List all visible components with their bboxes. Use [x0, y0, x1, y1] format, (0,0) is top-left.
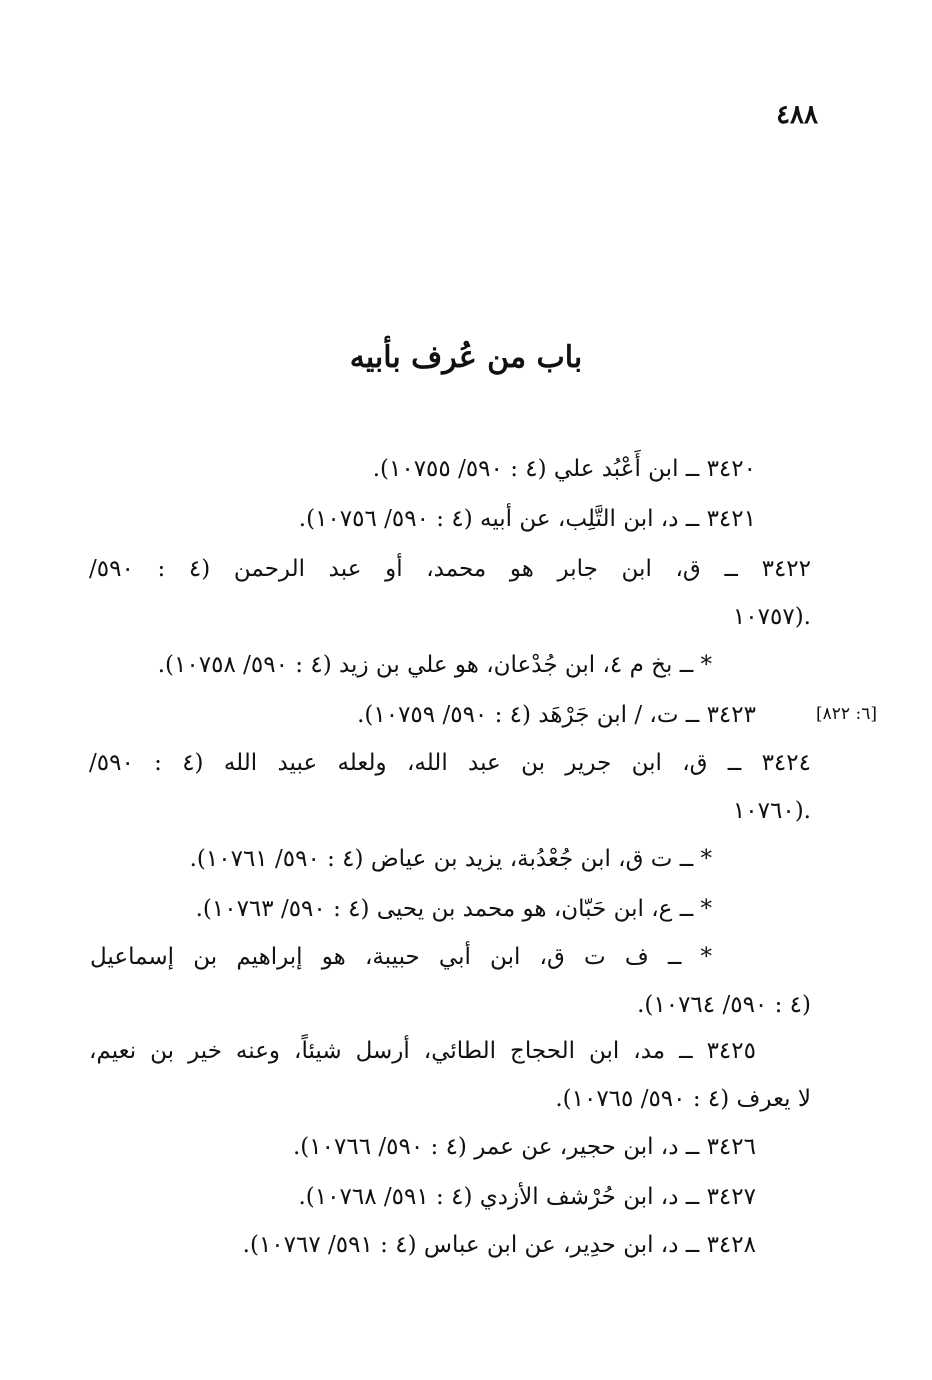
entry-3422-line2: .(١٠٧٥٧	[732, 604, 811, 630]
entry-3424-line2: .(١٠٧٦٠	[732, 798, 811, 824]
margin-reference: [٦: ٨٢٢]	[816, 704, 877, 724]
entry-3422-line1: ٣٤٢٢ ــ ق، ابن جابر هو محمد، أو عبد الرحمن (٤ : ٥٩٠/	[89, 556, 812, 582]
entry-star-habiba-line2: (٤ : ٥٩٠/ ١٠٧٦٤).	[637, 992, 811, 1018]
entry-star-jadaan: * ــ بخ م ٤، ابن جُدْعان، هو علي بن زيد (٤ : ٥٩٠/ ١٠٧٥٨).	[157, 652, 712, 678]
entry-3424-line1: ٣٤٢٤ ــ ق، ابن جرير بن عبد الله، ولعله عبيد الله (٤ : ٥٩٠/	[89, 750, 811, 776]
chapter-title: باب من عُرف بأبيه	[349, 340, 583, 375]
entry-star-jadba: * ــ ت ق، ابن جُعْدُبة، يزيد بن عياض (٤ : ٥٩٠/ ١٠٧٦١).	[189, 846, 712, 872]
entry-3427: ٣٤٢٧ ــ د، ابن حُرْشف الأزدي (٤ : ٥٩١/ ١٠٧٦٨).	[298, 1184, 756, 1210]
entry-3425-line2: لا يعرف (٤ : ٥٩٠/ ١٠٧٦٥).	[555, 1086, 811, 1112]
entry-3425-line1: ٣٤٢٥ ــ مد، ابن الحجاج الطائي، أرسل شيئاً، وعنه خير بن نعيم،	[89, 1038, 756, 1064]
entry-star-hibban: * ــ ع، ابن حَبّان، هو محمد بن يحيى (٤ : ٥٩٠/ ١٠٧٦٣).	[195, 896, 712, 922]
entry-3423: ٣٤٢٣ ــ ت، / ابن جَرْهَد (٤ : ٥٩٠/ ١٠٧٥٩).	[357, 702, 756, 728]
entry-3428: ٣٤٢٨ ــ د، ابن حدِير، عن ابن عباس (٤ : ٥٩١/ ١٠٧٦٧).	[242, 1232, 756, 1258]
entry-star-habiba-line1: * ــ ف ت ق، ابن أبي حبيبة، هو إبراهيم بن إسماعيل	[90, 944, 712, 970]
entry-3426: ٣٤٢٦ ــ د، ابن حجير، عن عمر (٤ : ٥٩٠/ ١٠٧٦٦).	[292, 1134, 756, 1160]
entry-3421: ٣٤٢١ ــ د، ابن التَّلِب، عن أبيه (٤ : ٥٩٠/ ١٠٧٥٦).	[298, 506, 756, 532]
page-number: ٤٨٨	[776, 100, 818, 130]
entry-3420: ٣٤٢٠ ــ ابن أَعْبُد علي (٤ : ٥٩٠/ ١٠٧٥٥).	[372, 456, 756, 482]
